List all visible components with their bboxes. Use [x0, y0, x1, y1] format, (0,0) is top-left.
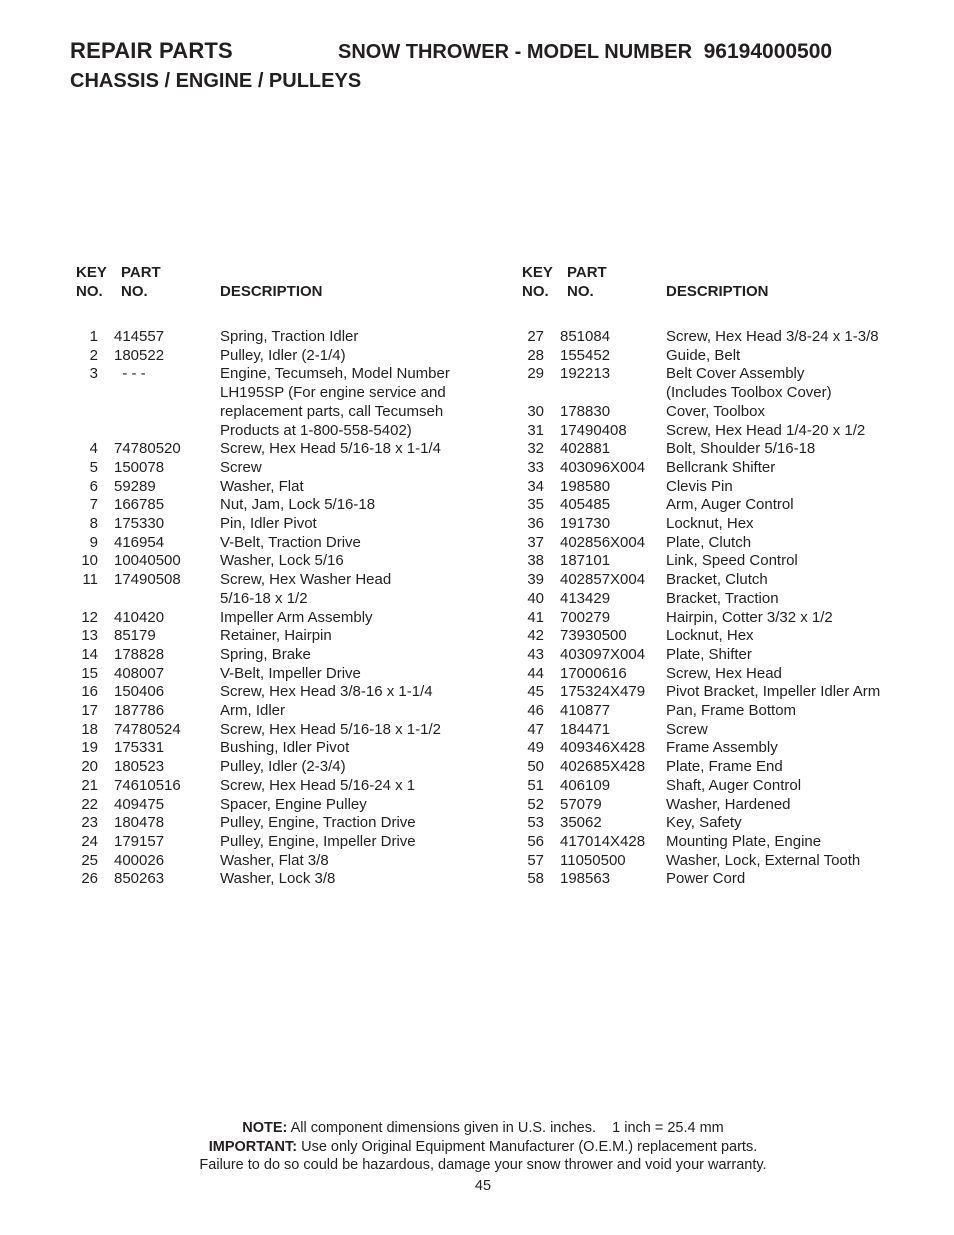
part-description: Plate, Shifter	[666, 645, 752, 663]
part-description: Pulley, Idler (2-3/4)	[220, 758, 346, 776]
table-row	[522, 571, 906, 590]
table-row	[522, 739, 906, 758]
part-number: 17490508	[114, 571, 181, 589]
part-number: 175331	[114, 739, 165, 757]
part-number: 11050500	[560, 851, 626, 869]
part-number: 175324X479	[560, 683, 646, 701]
key-number: 52	[527, 795, 544, 813]
part-header-line1: PART	[121, 264, 161, 281]
part-description: Belt Cover Assembly (Includes Toolbox Cover)	[666, 365, 832, 402]
part-description: Bellcrank Shifter	[666, 458, 776, 476]
table-row	[76, 478, 470, 497]
part-number: 416954	[114, 533, 165, 551]
table-row	[76, 833, 470, 852]
part-description: Spring, Traction Idler	[220, 328, 359, 345]
key-number: 18	[81, 720, 98, 738]
part-number: 414557	[114, 328, 165, 345]
note-line	[0, 1119, 954, 1138]
part-description: Screw	[220, 458, 262, 476]
key-number: 26	[81, 870, 98, 888]
table-row	[522, 758, 906, 777]
key-number: 32	[527, 440, 544, 458]
table-row	[522, 590, 906, 609]
table-row	[76, 683, 470, 702]
page-subtitle: CHASSIS / ENGINE / PULLEYS	[70, 70, 362, 92]
part-number: 850263	[114, 870, 165, 888]
key-number: 58	[527, 870, 544, 888]
table-row	[76, 609, 470, 628]
key-number: 22	[81, 795, 98, 813]
key-number: 49	[527, 739, 544, 757]
part-number: 184471	[560, 720, 611, 738]
part-description: Arm, Idler	[220, 702, 286, 720]
key-number: 30	[527, 402, 544, 420]
part-description: Bracket, Clutch	[666, 571, 768, 589]
table-row	[76, 328, 470, 347]
part-header-line2: NO.	[121, 283, 148, 300]
table-row	[522, 496, 906, 515]
table-row	[522, 534, 906, 553]
table-row	[76, 571, 470, 608]
part-number: 179157	[114, 832, 165, 850]
part-description: Bracket, Traction	[666, 589, 779, 607]
part-number: 35062	[560, 814, 602, 832]
part-number: 180522	[114, 346, 165, 364]
part-number: 175330	[114, 515, 165, 533]
table-row	[76, 852, 470, 871]
part-number: 410420	[114, 608, 165, 626]
table-row	[76, 777, 470, 796]
table-row	[76, 721, 470, 740]
part-number: 409346X428	[560, 739, 646, 757]
part-description: Screw, Hex Head 5/16-18 x 1-1/2	[220, 720, 441, 738]
key-number: 38	[527, 552, 544, 570]
key-number: 31	[527, 421, 544, 439]
part-number: - - -	[114, 365, 146, 383]
section-title: REPAIR PARTS	[70, 38, 233, 63]
table-row	[522, 328, 906, 347]
key-number: 1	[89, 328, 98, 345]
part-number: 57079	[560, 795, 602, 813]
part-description: V-Belt, Traction Drive	[220, 533, 361, 551]
part-number: 187101	[560, 552, 611, 570]
key-number: 8	[89, 515, 98, 533]
key-number: 17	[81, 702, 98, 720]
key-number: 33	[527, 458, 544, 476]
part-number: 150406	[114, 683, 165, 701]
key-header-line2: NO.	[522, 283, 549, 300]
part-description: Engine, Tecumseh, Model Number LH195SP (For engine service and replacement parts, call Tecumseh Products at 1-800-558-5402)	[220, 365, 450, 439]
part-number: 402685X428	[560, 758, 646, 776]
key-number: 41	[527, 608, 544, 626]
part-number: 198580	[560, 477, 611, 495]
footer-notes	[0, 1119, 954, 1175]
part-number: 413429	[560, 589, 611, 607]
part-number: 74610516	[114, 776, 181, 794]
part-number: 406109	[560, 776, 611, 794]
model-number: 96194000500	[703, 40, 833, 63]
part-description: Screw, Hex Head 5/16-18 x 1-1/4	[220, 440, 441, 458]
key-number: 47	[527, 720, 544, 738]
key-number: 14	[81, 645, 98, 663]
part-description: Spacer, Engine Pulley	[220, 795, 367, 813]
table-row	[522, 870, 906, 889]
key-number: 34	[527, 477, 544, 495]
part-description: Pulley, Engine, Traction Drive	[220, 814, 416, 832]
table-row	[522, 777, 906, 796]
part-description: Frame Assembly	[666, 739, 778, 757]
part-description: Cover, Toolbox	[666, 402, 765, 420]
part-description: Arm, Auger Control	[666, 496, 794, 514]
part-number: 17490408	[560, 421, 627, 439]
part-description: Plate, Frame End	[666, 758, 783, 776]
table-row	[522, 721, 906, 740]
part-number: 403096X004	[560, 458, 646, 476]
table-row	[522, 702, 906, 721]
part-number: 191730	[560, 515, 611, 533]
description-header: DESCRIPTION	[220, 283, 323, 300]
table-row	[522, 833, 906, 852]
key-number: 36	[527, 515, 544, 533]
part-description: Pulley, Engine, Impeller Drive	[220, 832, 416, 850]
part-description: Locknut, Hex	[666, 627, 754, 645]
part-description: Washer, Flat 3/8	[220, 851, 329, 869]
key-number: 16	[81, 683, 98, 701]
table-row	[522, 403, 906, 422]
part-description: V-Belt, Impeller Drive	[220, 664, 361, 682]
table-row	[522, 683, 906, 702]
note-text: All component dimensions given in U.S. inches. 1 inch = 25.4 mm	[290, 1120, 724, 1136]
key-header-line2: NO.	[76, 283, 103, 300]
parts-list-right	[522, 328, 906, 889]
part-description: Pin, Idler Pivot	[220, 515, 317, 533]
part-description: Screw	[666, 720, 708, 738]
part-number: 187786	[114, 702, 165, 720]
key-number: 45	[527, 683, 544, 701]
part-description: Nut, Jam, Lock 5/16-18	[220, 496, 376, 514]
part-description: Hairpin, Cotter 3/32 x 1/2	[666, 608, 833, 626]
page-number: 45	[474, 1178, 492, 1194]
key-number: 3	[89, 365, 98, 383]
part-description: Shaft, Auger Control	[666, 776, 802, 794]
important-line	[0, 1138, 954, 1157]
table-row	[522, 852, 906, 871]
part-number: 59289	[114, 477, 156, 495]
part-number: 700279	[560, 608, 611, 626]
part-number: 150078	[114, 458, 165, 476]
key-number: 27	[527, 328, 544, 345]
table-row	[76, 758, 470, 777]
note-label: NOTE:	[242, 1120, 288, 1136]
part-header-line2: NO.	[567, 283, 594, 300]
part-description: Washer, Lock 5/16	[220, 552, 344, 570]
part-description: Screw, Hex Washer Head 5/16-18 x 1/2	[220, 571, 392, 607]
key-number: 56	[527, 832, 544, 850]
part-number: 198563	[560, 870, 611, 888]
key-number: 44	[527, 664, 544, 682]
table-row	[522, 365, 906, 402]
table-header	[76, 264, 470, 304]
key-number: 50	[527, 758, 544, 776]
part-description: Screw, Hex Head 3/8-16 x 1-1/4	[220, 683, 433, 701]
page-header	[70, 38, 910, 66]
table-row	[76, 365, 470, 440]
part-description: Bolt, Shoulder 5/16-18	[666, 440, 816, 458]
key-number: 4	[89, 440, 98, 458]
part-number: 74780520	[114, 440, 181, 458]
part-number: 74780524	[114, 720, 181, 738]
key-number: 12	[81, 608, 98, 626]
part-number: 410877	[560, 702, 611, 720]
part-number: 73930500	[560, 627, 627, 645]
key-number: 25	[81, 851, 98, 869]
part-description: Guide, Belt	[666, 346, 741, 364]
table-row	[76, 665, 470, 684]
table-row	[76, 796, 470, 815]
part-description: Impeller Arm Assembly	[220, 608, 373, 626]
table-row	[522, 515, 906, 534]
key-number: 7	[89, 496, 98, 514]
part-description: Pan, Frame Bottom	[666, 702, 797, 720]
key-number: 37	[527, 533, 544, 551]
part-description: Clevis Pin	[666, 477, 733, 495]
model-title	[338, 40, 832, 64]
part-header-line1: PART	[567, 264, 607, 281]
key-number: 46	[527, 702, 544, 720]
table-row	[76, 739, 470, 758]
important-text: Use only Original Equipment Manufacturer (O.E.M.) replacement parts.	[301, 1138, 758, 1155]
part-description: Plate, Clutch	[666, 533, 752, 551]
part-number: 178828	[114, 645, 165, 663]
warning-text: Failure to do so could be hazardous, damage your snow thrower and void your warranty.	[199, 1157, 767, 1174]
key-number: 15	[81, 664, 98, 682]
key-number: 6	[89, 477, 98, 495]
table-row	[522, 422, 906, 441]
table-row	[76, 814, 470, 833]
key-number: 20	[81, 758, 98, 776]
important-label: IMPORTANT:	[208, 1138, 298, 1155]
table-row	[76, 534, 470, 553]
part-number: 417014X428	[560, 832, 646, 850]
part-description: Locknut, Hex	[666, 515, 754, 533]
table-row	[522, 347, 906, 366]
key-number: 40	[527, 589, 544, 607]
table-row	[522, 609, 906, 628]
part-description: Screw, Hex Head 5/16-24 x 1	[220, 776, 416, 794]
part-description: Spring, Brake	[220, 645, 311, 663]
part-description: Pivot Bracket, Impeller Idler Arm	[666, 683, 881, 701]
model-label: SNOW THROWER - MODEL NUMBER	[338, 41, 693, 63]
part-description: Washer, Hardened	[666, 795, 791, 813]
table-row	[522, 552, 906, 571]
key-number: 23	[81, 814, 98, 832]
key-number: 42	[527, 627, 544, 645]
key-number: 35	[527, 496, 544, 514]
part-description: Bushing, Idler Pivot	[220, 739, 350, 757]
key-header-line1: KEY	[522, 264, 553, 281]
part-number: 408007	[114, 664, 165, 682]
part-number: 400026	[114, 851, 165, 869]
part-description: Washer, Lock, External Tooth	[666, 851, 861, 869]
part-description: Washer, Lock 3/8	[220, 870, 336, 888]
table-row	[76, 440, 470, 459]
key-number: 21	[81, 776, 98, 794]
table-row	[76, 459, 470, 478]
part-description: Mounting Plate, Engine	[666, 832, 822, 850]
key-header-line1: KEY	[76, 264, 107, 281]
key-number: 28	[527, 346, 544, 364]
table-row	[76, 627, 470, 646]
part-number: 180523	[114, 758, 165, 776]
part-description: Key, Safety	[666, 814, 742, 832]
parts-table-left	[76, 264, 470, 889]
table-row	[76, 870, 470, 889]
key-number: 57	[527, 851, 544, 869]
table-row	[76, 496, 470, 515]
table-row	[522, 646, 906, 665]
table-row	[76, 702, 470, 721]
table-row	[76, 646, 470, 665]
table-row	[522, 459, 906, 478]
part-description: Pulley, Idler (2-1/4)	[220, 346, 346, 364]
description-header: DESCRIPTION	[666, 283, 769, 300]
key-number: 24	[81, 832, 98, 850]
part-description: Screw, Hex Head 1/4-20 x 1/2	[666, 421, 866, 439]
part-number: 851084	[560, 328, 611, 345]
key-number: 39	[527, 571, 544, 589]
part-number: 402857X004	[560, 571, 646, 589]
key-number: 9	[89, 533, 98, 551]
part-number: 166785	[114, 496, 165, 514]
key-number: 5	[89, 458, 98, 476]
parts-table-right	[522, 264, 906, 889]
table-row	[522, 478, 906, 497]
table-row	[76, 347, 470, 366]
part-description: Washer, Flat	[220, 477, 304, 495]
part-number: 409475	[114, 795, 165, 813]
table-row	[522, 627, 906, 646]
part-description: Screw, Hex Head	[666, 664, 782, 682]
key-number: 13	[81, 627, 98, 645]
part-number: 405485	[560, 496, 611, 514]
key-number: 51	[527, 776, 544, 794]
part-number: 17000616	[560, 664, 627, 682]
part-description: Retainer, Hairpin	[220, 627, 332, 645]
part-number: 155452	[560, 346, 611, 364]
key-number: 19	[81, 739, 98, 757]
part-number: 178830	[560, 402, 611, 420]
key-number: 11	[82, 571, 98, 589]
part-description: Power Cord	[666, 870, 746, 888]
part-number: 402856X004	[560, 533, 646, 551]
table-row	[522, 814, 906, 833]
key-number: 43	[527, 645, 544, 663]
part-number: 402881	[560, 440, 611, 458]
key-number: 10	[81, 552, 98, 570]
part-description: Link, Speed Control	[666, 552, 798, 570]
table-row	[76, 515, 470, 534]
part-number: 403097X004	[560, 645, 646, 663]
table-row	[76, 552, 470, 571]
part-description: Screw, Hex Head 3/8-24 x 1-3/8	[666, 328, 879, 345]
table-row	[522, 665, 906, 684]
part-number: 192213	[560, 365, 611, 383]
table-row	[522, 796, 906, 815]
key-number: 53	[527, 814, 544, 832]
table-header	[522, 264, 906, 304]
parts-list-left	[76, 328, 470, 889]
part-number: 85179	[114, 627, 156, 645]
part-number: 180478	[114, 814, 165, 832]
key-number: 2	[89, 346, 98, 364]
part-number: 10040500	[114, 552, 181, 570]
key-number: 29	[527, 365, 544, 383]
table-row	[522, 440, 906, 459]
